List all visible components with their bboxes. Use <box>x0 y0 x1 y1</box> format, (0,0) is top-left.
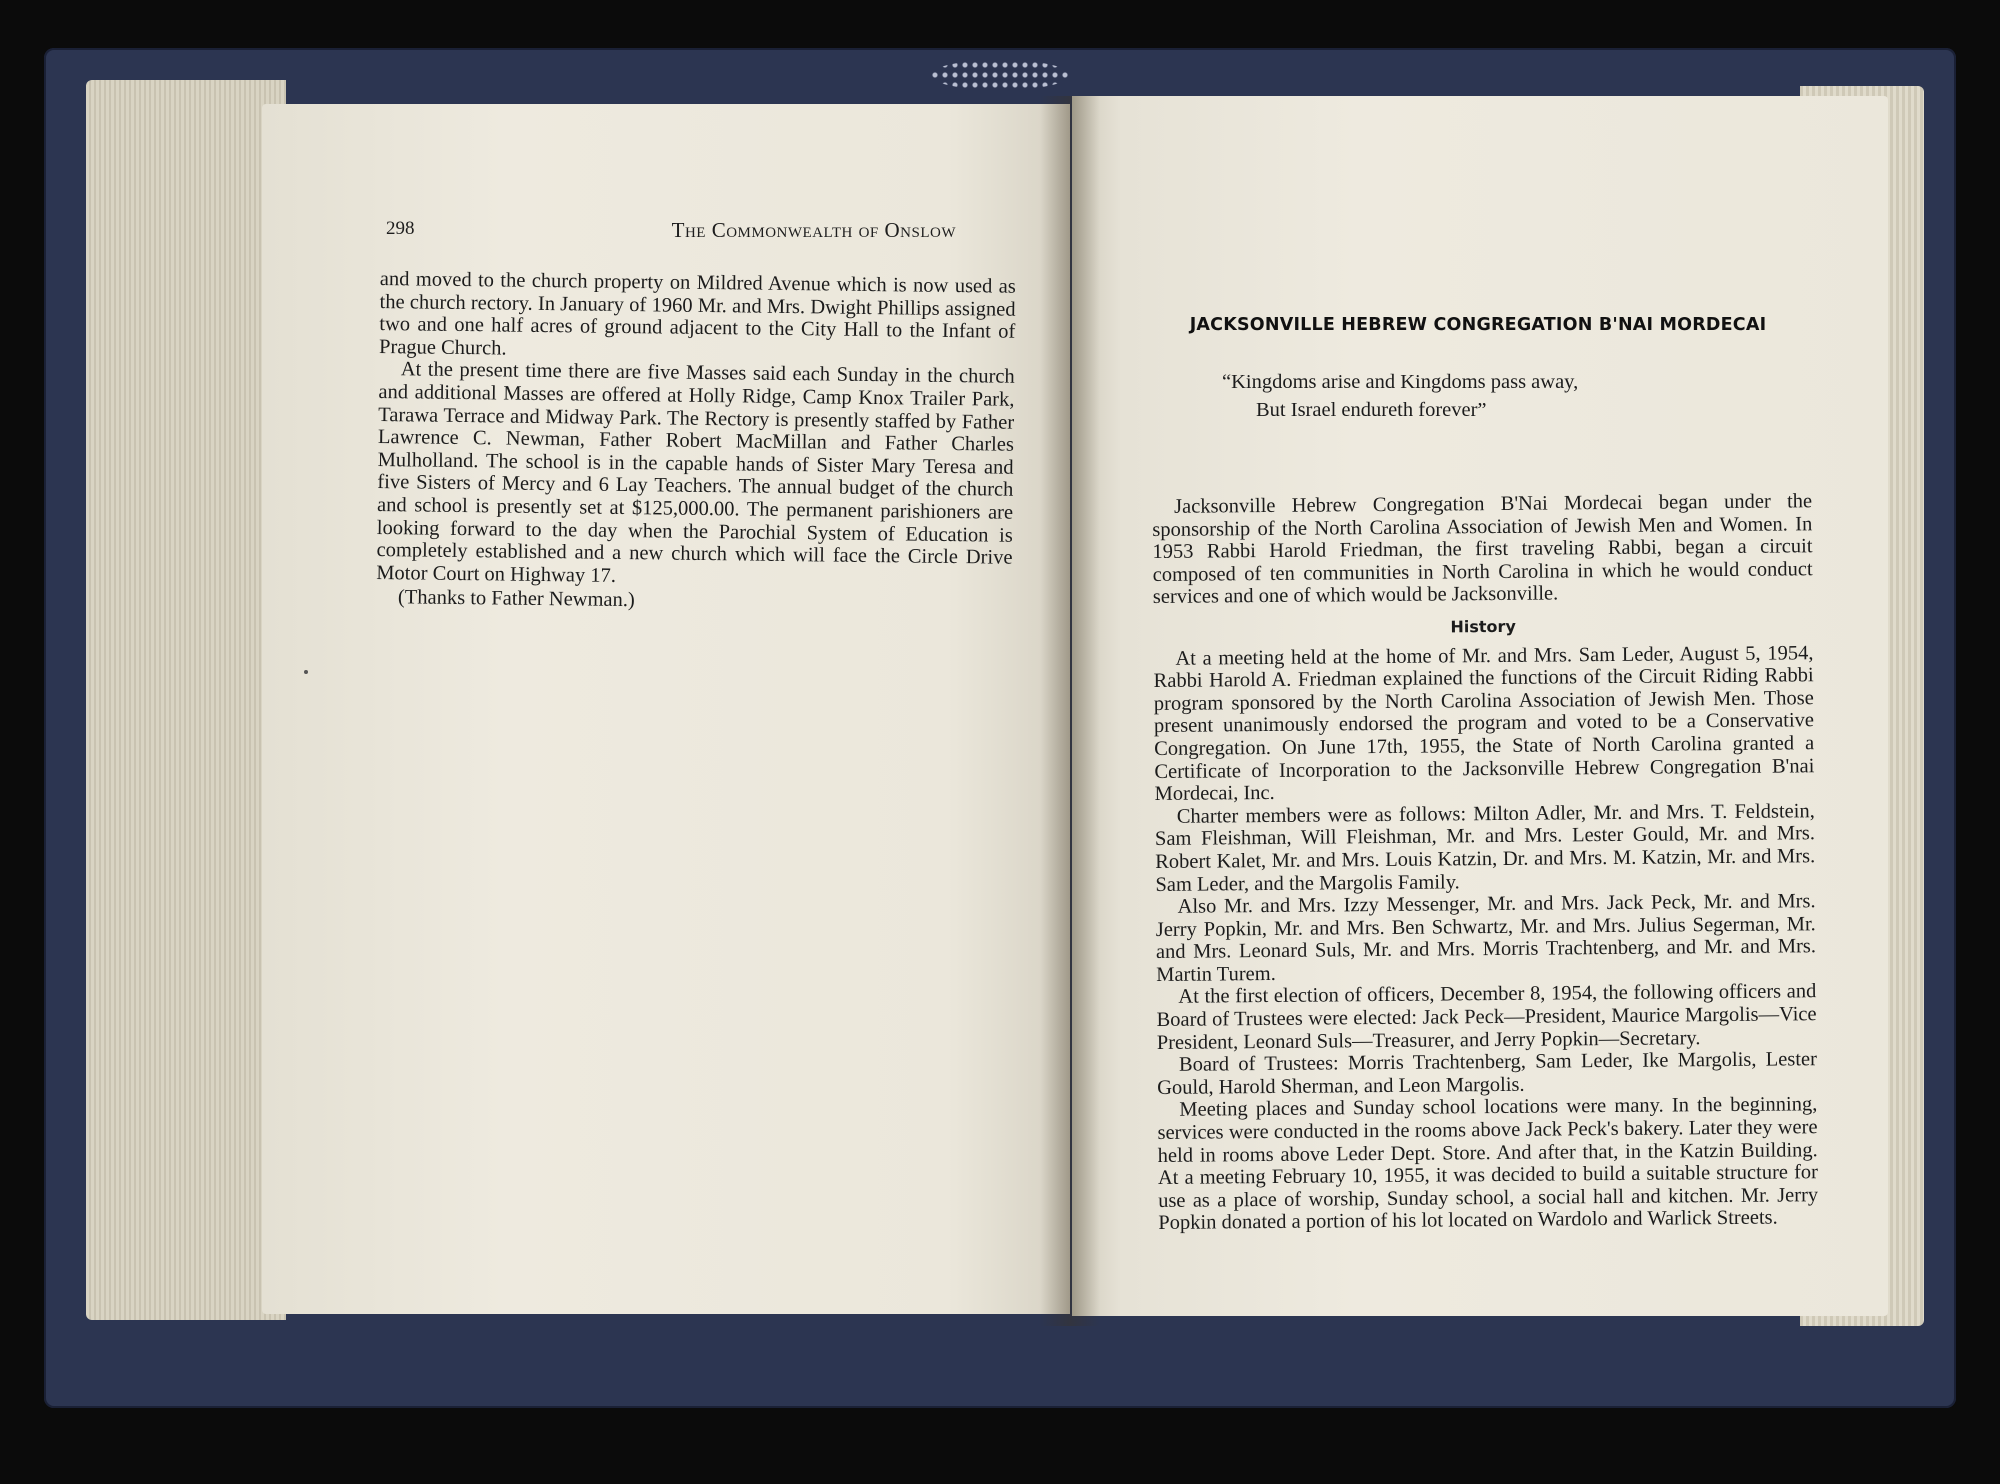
left-page <box>262 104 1070 1314</box>
left-page-body <box>376 268 1016 617</box>
paragraph: At the first election of officers, December 8, 1954, the following officers and Board of Trustees were elected: Jack Peck—President, Maurice Margolis—Vice President, Leonard Suls—Treasurer, and Jerry Popkin—Secretary. <box>1156 980 1817 1054</box>
page-speck <box>304 670 308 674</box>
paragraph: Meeting places and Sunday school locations were many. In the beginning, services were conducted in the rooms above Jack Peck's bakery. Later they were held in rooms above Leder Dept. Store. And after that, in the Katzin Building. At a meeting February 10, 1955, it was decided to build a suitable structure for use as a place of worship, Sunday school, a social hall and kitchen. Mr. Jerry Popkin donated a portion of his lot located on Wardolo and Warlick Streets. <box>1157 1093 1819 1235</box>
intro-paragraph: Jacksonville Hebrew Congregation B'Nai Mordecai began under the sponsorship of the North Carolina Association of Jewish Men and Women. In 1953 Rabbi Harold Friedman, the first traveling Rabbi, began a circuit composed of ten communities in North Carolina in which he would conduct services and one of which would be Jacksonville. <box>1152 490 1813 609</box>
epigraph-line: “Kingdoms arise and Kingdoms pass away, <box>1222 371 1579 393</box>
paragraph: and moved to the church property on Mildred Avenue which is now used as the church rectory. In January of 1960 Mr. and Mrs. Dwight Phillips assigned two and one half acres of ground adjacent to the City Hall to the Infant of Prague Church. <box>378 268 1016 360</box>
running-head-title: The Commonwealth of Onslow <box>671 218 956 242</box>
paragraph: Also Mr. and Mrs. Izzy Messenger, Mr. and Mrs. Jack Peck, Mr. and Mrs. Jerry Popkin, Mr. and Mrs. Ben Schwartz, Mr. and Mrs. Julius Segerman, Mr. and Mrs. Leonard Suls, Mr. and Mrs. Morris Trachtenberg, and Mr. and Mrs. Martin Turem. <box>1155 890 1817 986</box>
right-page-body <box>1152 490 1818 1235</box>
page-number: 298 <box>386 218 415 239</box>
left-page-edges <box>86 80 286 1320</box>
epigraph-line: But Israel endureth forever” <box>1256 399 1487 421</box>
paragraph: Charter members were as follows: Milton Adler, Mr. and Mrs. T. Feldstein, Sam Fleishman, Will Fleishman, Mr. and Mrs. Lester Gould, Mr. and Mrs. Robert Kalet, Mr. and Mrs. Louis Katzin, Dr. and Mrs. M. Katzin, Mr. and Mrs. Sam Leder, and the Margolis Family. <box>1154 799 1816 896</box>
left-running-head <box>386 218 966 243</box>
right-page <box>1072 96 1888 1316</box>
credit-line: (Thanks to Father Newman.) <box>397 586 635 612</box>
section-subheading: History <box>1450 616 1516 637</box>
paragraph: Board of Trustees: Morris Trachtenberg, Sam Leder, Ike Margolis, Lester Gould, Harold Sherman, and Leon Margolis. <box>1157 1048 1818 1099</box>
spine-binding <box>930 60 1070 90</box>
paragraph: At the present time there are five Masses said each Sunday in the church and additional Masses are offered at Holly Ridge, Camp Knox Trailer Park, Tarawa Terrace and Midway Park. The Rectory is presently staffed by Father Lawrence C. Newman, Father Robert MacMillan and Father Charles Mulholland. The school is in the capable hands of Sister Mary Teresa and five Sisters of Mercy and 6 Lay Teachers. The annual budget of the church and school is presently set at $125,000.00. The permanent parishioners are looking forward to the day when the Parochial System of Education is completely established and a new church which will face the Circle Drive Motor Court on Highway 17. <box>376 358 1015 587</box>
article-heading: JACKSONVILLE HEBREW CONGREGATION B'NAI MORDECAI <box>1189 315 1767 335</box>
paragraph: At a meeting held at the home of Mr. and Mrs. Sam Leder, August 5, 1954, Rabbi Harold A. Friedman explained the functions of the Circuit Riding Rabbi program sponsored by the North Carolina Association of Jewish Men. Those present unanimously endorsed the program and voted to be a Conservative Congregation. On June 17th, 1955, the State of North Carolina granted a Certificate of Incorporation to the Jacksonville Hebrew Congregation B'nai Mordecai, Inc. <box>1153 641 1815 806</box>
epigraph <box>1222 368 1742 424</box>
